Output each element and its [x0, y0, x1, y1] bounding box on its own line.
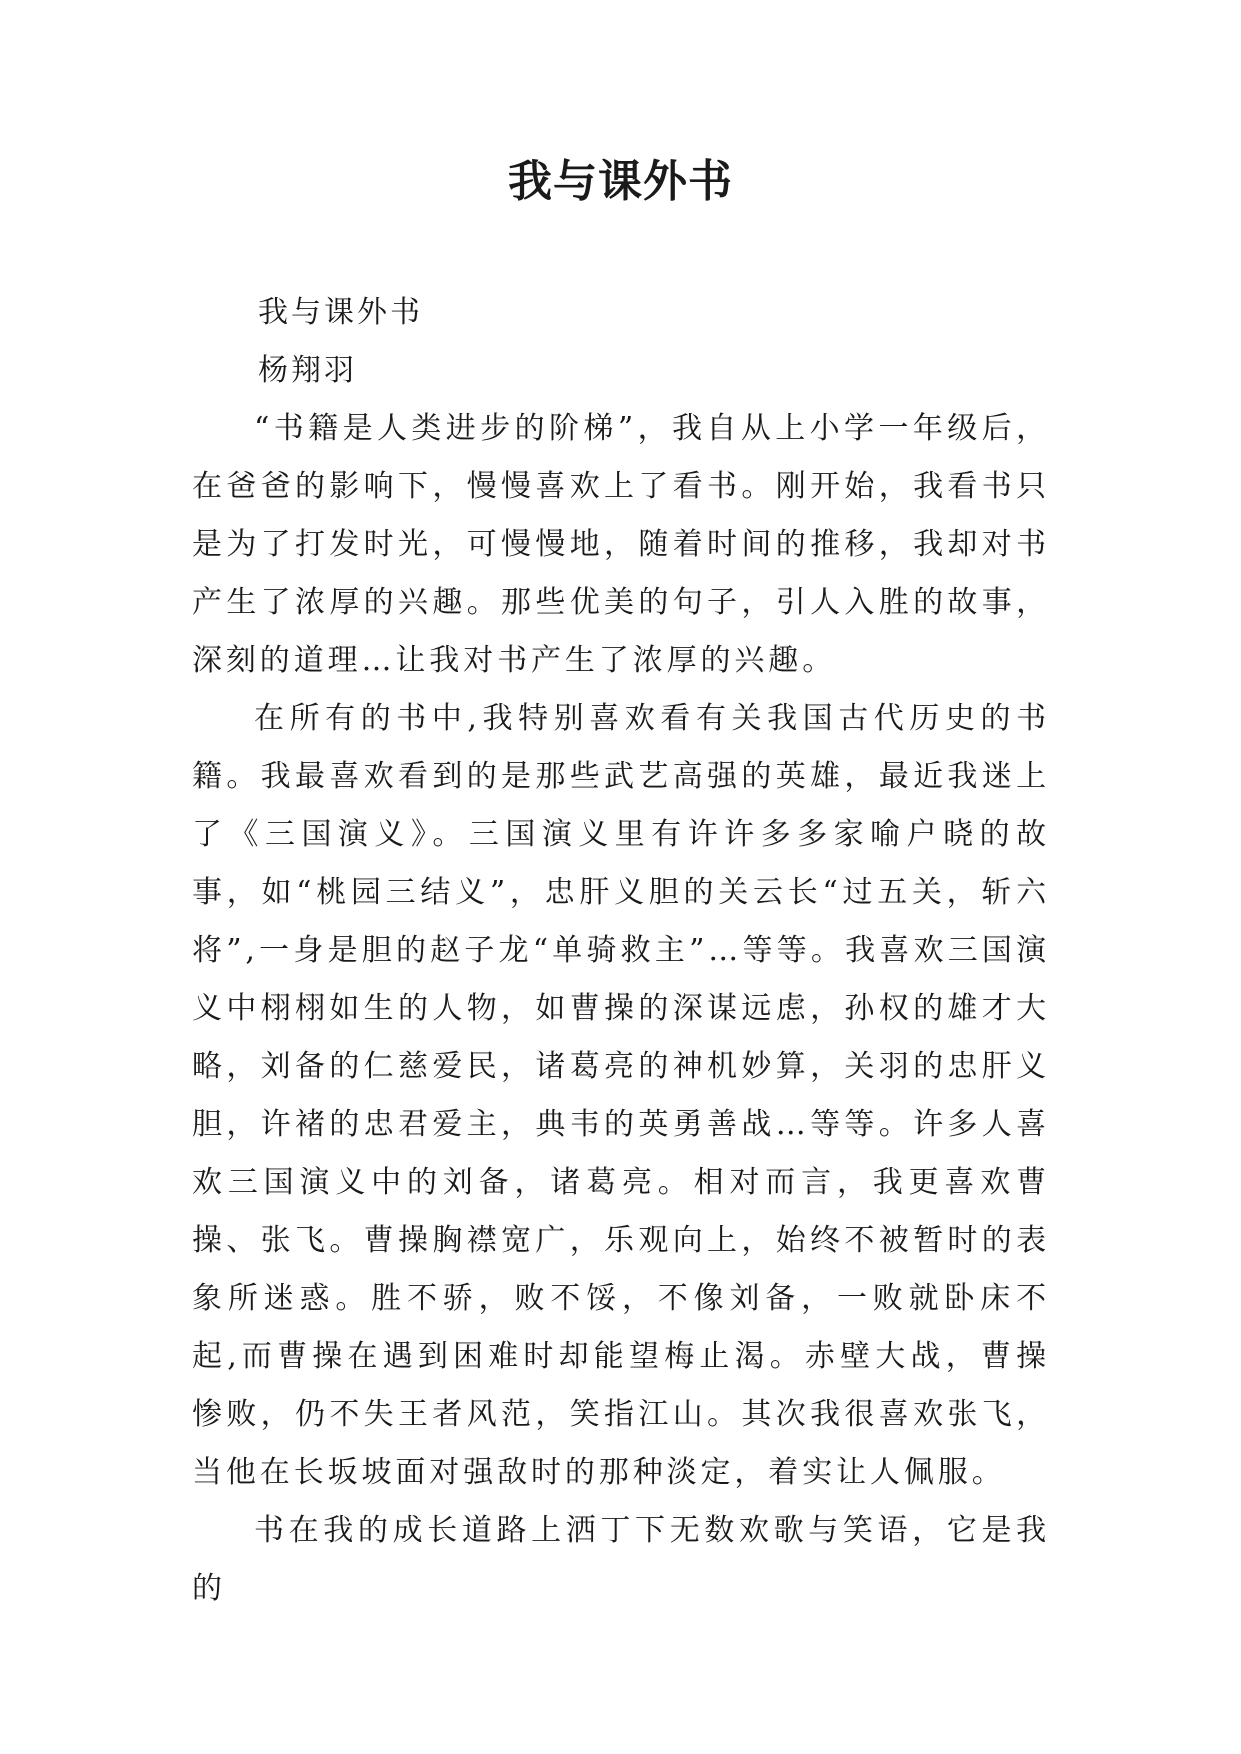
essay-heading: 我与课外书: [258, 295, 423, 330]
paragraph: 在所有的书中,我特别喜欢看有关我国古代历史的书籍。我最喜欢看到的是那些武艺高强的英雄，最近我迷上了《三国演义》。三国演义里有许许多多家喻户晓的故事，如“桃园三结义”，忠肝义胆的关云长“过五关，斩六将”,一身是胆的赵子龙“单骑救主”…等等。我喜欢三国演义中栩栩如生的人物，如曹操的深谋远虑，孙权的雄才大略，刘备的仁慈爱民，诸葛亮的神机妙算，关羽的忠肝义胆，许褚的忠君爱主，典韦的英勇善战…等等。许多人喜欢三国演义中的刘备，诸葛亮。相对而言，我更喜欢曹操、张飞。曹操胸襟宽广，乐观向上，始终不被暂时的表象所迷惑。胜不骄，败不馁，不像刘备，一败就卧床不起,而曹操在遇到困难时却能望梅止渴。赤壁大战，曹操惨败，仍不失王者风范，笑指江山。其次我很喜欢张飞，当他在长坂坡面对强敌时的那种淡定，着实让人佩服。: [192, 701, 1050, 1490]
essay-author: 杨翔羽: [258, 353, 357, 388]
document-body: [192, 284, 1050, 1618]
paragraph: “书籍是人类进步的阶梯”，我自从上小学一年级后，在爸爸的影响下，慢慢喜欢上了看书。刚开始，我看书只是为了打发时光，可慢慢地，随着时间的推移，我却对书产生了浓厚的兴趣。那些优美的句子，引人入胜的故事，深刻的道理…让我对书产生了浓厚的兴趣。: [192, 411, 1050, 678]
paragraph: 书在我的成长道路上洒丁下无数欢歌与笑语，它是我的: [192, 1513, 1050, 1606]
document-title: 我与课外书: [508, 156, 733, 207]
